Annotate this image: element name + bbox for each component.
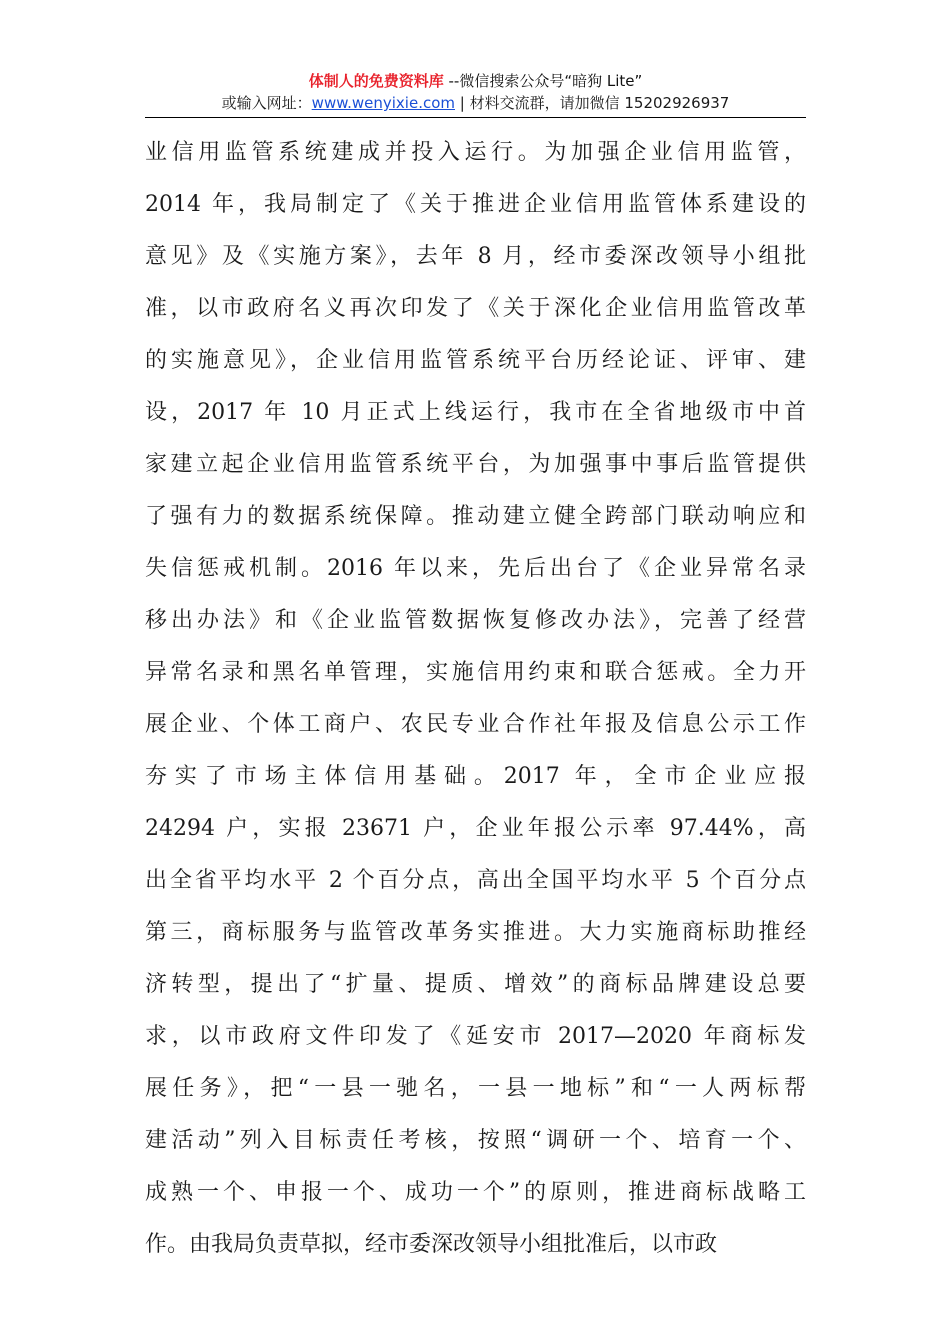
body-line: 成熟一个、申报一个、成功一个”的原则，推进商标战略工: [145, 1180, 806, 1205]
page-header: [145, 70, 806, 114]
body-line: 移出办法》和《企业监管数据恢复修改办法》，完善了经营: [145, 608, 806, 633]
body-line: 作。由我局负责草拟，经市委深改领导小组批准后，以市政: [145, 1232, 718, 1257]
body-line: 设，2017 年 10 月正式上线运行，我市在全省地级市中首: [145, 400, 806, 425]
body-line: 家建立起企业信用监管系统平台，为加强事中事后监管提供: [145, 452, 806, 477]
header-title-line: [145, 70, 806, 92]
header-divider: [145, 117, 806, 118]
header-brand: 体制人的免费资料库: [308, 72, 444, 90]
body-line: 建活动”列入目标责任考核，按照“调研一个、培育一个、: [145, 1128, 806, 1153]
body-line: 求，以市政府文件印发了《延安市 2017—2020 年商标发: [145, 1024, 806, 1049]
body-line: 了强有力的数据系统保障。推动建立健全跨部门联动响应和: [145, 504, 806, 529]
header-contact: | 材料交流群，请加微信 15202926937: [455, 94, 730, 112]
body-line: 准，以市政府名义再次印发了《关于深化企业信用监管改革: [145, 296, 806, 321]
document-body: [145, 131, 806, 1275]
body-line: 业信用监管系统建成并投入运行。为加强企业信用监管，: [145, 140, 806, 165]
body-line: 意见》及《实施方案》，去年 8 月，经市委深改领导小组批: [145, 244, 806, 269]
body-line: 夯实了市场主体信用基础。2017 年，全市企业应报: [145, 764, 806, 789]
header-wechat-note: --微信搜索公众号“暗狗 Lite”: [448, 72, 643, 90]
body-line: 异常名录和黑名单管理，实施信用约束和联合惩戒。全力开: [145, 660, 806, 685]
body-line: 展任务》，把“一县一驰名，一县一地标”和“一人两标帮: [145, 1076, 806, 1101]
body-line: 2014 年，我局制定了《关于推进企业信用监管体系建设的: [145, 192, 806, 217]
header-url-prefix: 或输入网址：: [221, 94, 312, 112]
body-line: 失信惩戒机制。2016 年以来，先后出台了《企业异常名录: [145, 556, 806, 581]
body-line: 展企业、个体工商户、农民专业合作社年报及信息公示工作: [145, 712, 806, 737]
body-line: 出全省平均水平 2 个百分点，高出全国平均水平 5 个百分点: [145, 868, 806, 893]
header-url-link[interactable]: www.wenyixie.com: [311, 94, 455, 112]
header-contact-line: [145, 92, 806, 114]
body-line: 24294 户，实报 23671 户，企业年报公示率 97.44%，高: [145, 816, 806, 841]
body-line: 第三，商标服务与监管改革务实推进。大力实施商标助推经: [145, 920, 806, 945]
body-line: 的实施意见》，企业信用监管系统平台历经论证、评审、建: [145, 348, 806, 373]
body-line: 济转型，提出了“扩量、提质、增效”的商标品牌建设总要: [145, 972, 806, 997]
